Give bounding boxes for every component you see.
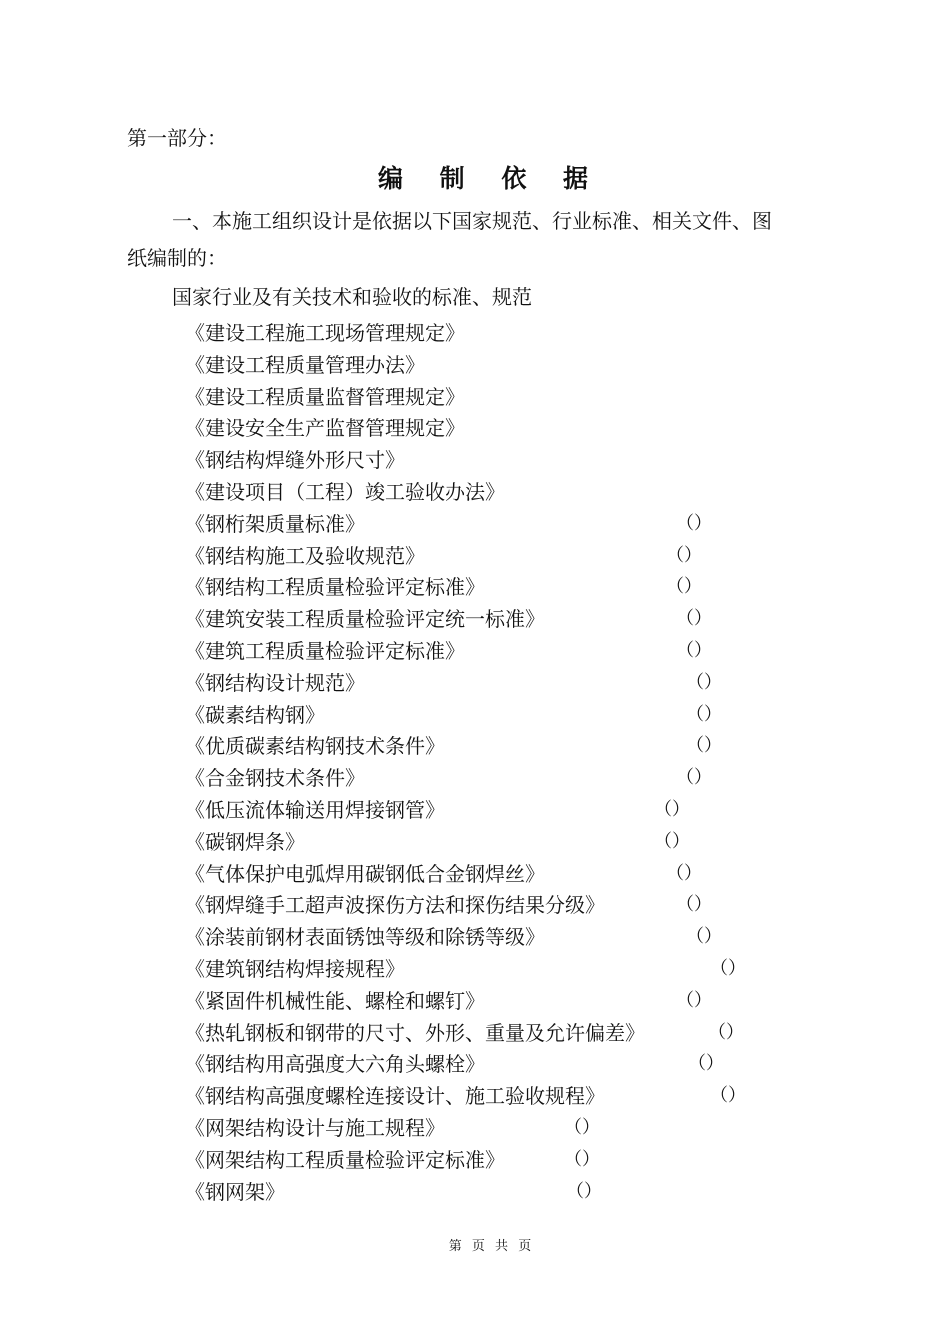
standard-title: 《钢结构用高强度大六角头螺栓》 (185, 1052, 485, 1077)
standard-code: （） (676, 512, 712, 534)
standard-code: （） (676, 989, 712, 1011)
standard-title: 《网架结构设计与施工规程》 (185, 1116, 445, 1140)
standard-title: 《涂装前钢材表面锈蚀等级和除锈等级》 (185, 925, 545, 950)
section-heading: 国家行业及有关技术和验收的标准、规范 (172, 285, 532, 309)
standard-code: （） (686, 735, 722, 757)
standard-title: 《紧固件机械性能、螺栓和螺钉》 (185, 988, 485, 1013)
standard-title: 《优质碳素结构钢技术条件》 (185, 734, 445, 759)
standard-code: （） (666, 576, 702, 598)
standard-code: （） (676, 640, 712, 661)
standard-title: 《钢结构焊缝外形尺寸》 (185, 448, 405, 473)
standard-code: （） (666, 544, 702, 566)
standard-code: （） (564, 1117, 600, 1138)
standard-title: 《钢网架》 (185, 1179, 285, 1204)
standard-title: 《气体保护电弧焊用碳钢低合金钢焊丝》 (185, 861, 545, 886)
standard-code: （） (566, 1180, 602, 1202)
standard-title: 《热轧钢板和钢带的尺寸、外形、重量及允许偏差》 (185, 1020, 645, 1045)
standard-title: 《建筑工程质量检验评定标准》 (185, 639, 465, 663)
part-label: 第一部分： (127, 126, 227, 150)
standard-title: 《钢结构施工及验收规范》 (185, 543, 425, 568)
document-title: 编 制 依 据 (377, 164, 603, 193)
standard-title: 《建设工程质量管理办法》 (185, 352, 425, 377)
standard-code: （） (666, 862, 702, 884)
standard-title: 《钢结构高强度螺栓连接设计、施工验收规程》 (185, 1084, 605, 1109)
standard-code: （） (686, 926, 722, 948)
standard-code: （） (654, 830, 690, 852)
standard-code: （） (654, 799, 690, 820)
standard-title: 《建筑安装工程质量检验评定统一标准》 (185, 607, 545, 632)
standard-code: （） (688, 1053, 724, 1075)
standard-code: （） (686, 703, 722, 725)
standard-code: （） (710, 958, 746, 979)
intro-paragraph-line-2: 纸编制的： (127, 246, 227, 270)
standard-title: 《钢结构设计规范》 (185, 670, 365, 695)
standard-code: （） (676, 608, 712, 630)
standard-title: 《建筑钢结构焊接规程》 (185, 957, 405, 981)
standard-code: （） (686, 671, 722, 693)
standard-title: 《网架结构工程质量检验评定标准》 (185, 1147, 505, 1172)
standard-title: 《钢结构工程质量检验评定标准》 (185, 575, 485, 600)
standard-title: 《碳钢焊条》 (185, 829, 305, 854)
standard-title: 《建设工程质量监督管理规定》 (185, 384, 465, 409)
standard-code: （） (676, 894, 712, 916)
standard-code: （） (708, 1021, 744, 1043)
standard-title: 《合金钢技术条件》 (185, 766, 365, 791)
standard-title: 《建设工程施工现场管理规定》 (185, 321, 465, 345)
standard-title: 《钢焊缝手工超声波探伤方法和探伤结果分级》 (185, 893, 605, 918)
standard-code: （） (676, 767, 712, 789)
standard-code: （） (564, 1148, 600, 1170)
standard-title: 《碳素结构钢》 (185, 702, 325, 727)
standard-title: 《钢桁架质量标准》 (185, 511, 365, 536)
standard-code: （） (710, 1085, 746, 1107)
standard-title: 《低压流体输送用焊接钢管》 (185, 798, 445, 822)
standard-title: 《建设安全生产监督管理规定》 (185, 416, 465, 441)
standard-title: 《建设项目（工程）竣工验收办法》 (185, 480, 505, 504)
page-footer: 第 页 共 页 (448, 1239, 532, 1254)
intro-paragraph-line-1: 一、本施工组织设计是依据以下国家规范、行业标准、相关文件、图 (172, 209, 772, 233)
